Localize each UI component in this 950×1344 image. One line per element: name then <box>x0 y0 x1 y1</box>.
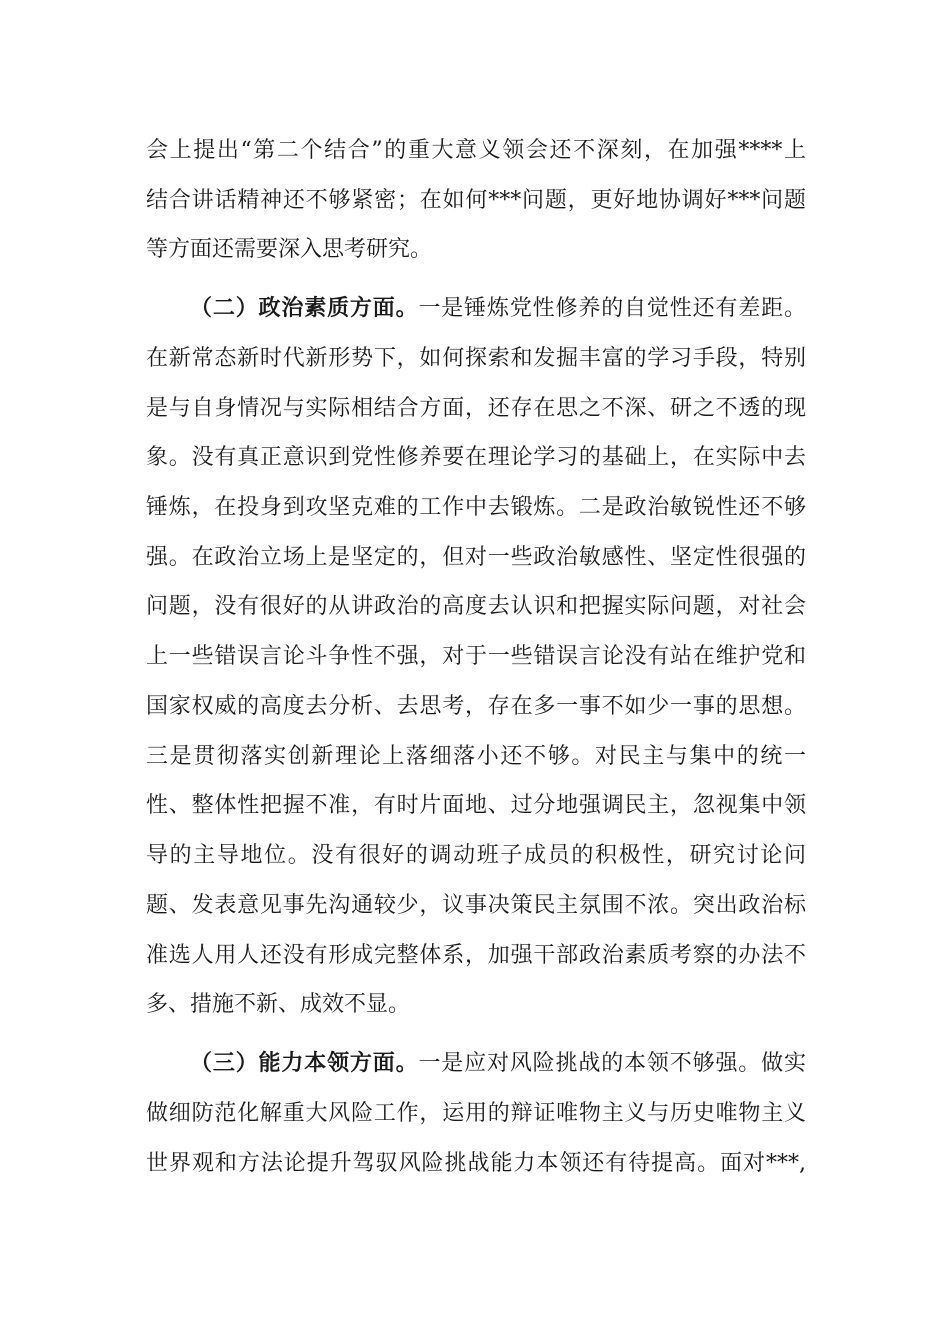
text-line: 性、整体性把握不准，有时片面地、过分地强调民主，忽视集中领 <box>146 793 806 818</box>
text-line: 会上提出“第二个结合”的重大意义领会还不深刻，在加强****上 <box>146 138 806 163</box>
text-line: 是与自身情况与实际相结合方面，还存在思之不深、研之不透的现 <box>146 396 806 421</box>
text-line: 锤炼，在投身到攻坚克难的工作中去锻炼。二是政治敏锐性还不够 <box>146 495 806 520</box>
section-2-first-line <box>190 289 806 329</box>
text-line: 等方面还需要深入思考研究。 <box>146 237 433 262</box>
section-2-heading: （二）政治素质方面。 <box>190 296 419 321</box>
section-3-first-line <box>190 1044 806 1084</box>
text-line: 准选人用人还没有形成完整体系，加强干部政治素质考察的办法不 <box>146 943 806 968</box>
text-line: 强。在政治立场上是坚定的，但对一些政治敏感性、坚定性很强的 <box>146 545 806 570</box>
text-line: 多、措施不新、成效不显。 <box>146 992 411 1017</box>
text-line: 题、发表意见事先沟通较少，议事决策民主氛围不浓。突出政治标 <box>146 893 806 918</box>
text-line: 三是贯彻落实创新理论上落细落小还不够。对民主与集中的统一 <box>146 744 806 769</box>
section-3-heading: （三）能力本领方面。 <box>190 1051 419 1076</box>
text-line: 上一些错误言论斗争性不强，对于一些错误言论没有站在维护党和 <box>146 644 806 669</box>
text-line: 在新常态新时代新形势下，如何探索和发掘丰富的学习手段，特别 <box>146 346 806 371</box>
text-line: 国家权威的高度去分析、去思考，存在多一事不如少一事的思想。 <box>146 694 806 719</box>
section-2-text: 一是锤炼党性修养的自觉性还有差距。 <box>418 296 806 321</box>
text-line: 导的主导地位。没有很好的调动班子成员的积极性，研究讨论问 <box>146 843 806 868</box>
text-line: 做细防范化解重大风险工作，运用的辩证唯物主义与历史唯物主义 <box>146 1101 806 1126</box>
section-3-text: 一是应对风险挑战的本领不够强。做实 <box>418 1051 806 1076</box>
text-line: 结合讲话精神还不够紧密；在如何***问题，更好地协调好***问题 <box>146 188 806 213</box>
text-line: 象。没有真正意识到党性修养要在理论学习的基础上，在实际中去 <box>146 445 806 470</box>
text-line: 世界观和方法论提升驾驭风险挑战能力本领还有待提高。面对***, <box>146 1151 806 1176</box>
text-line: 问题，没有很好的从讲政治的高度去认识和把握实际问题，对社会 <box>146 594 806 619</box>
